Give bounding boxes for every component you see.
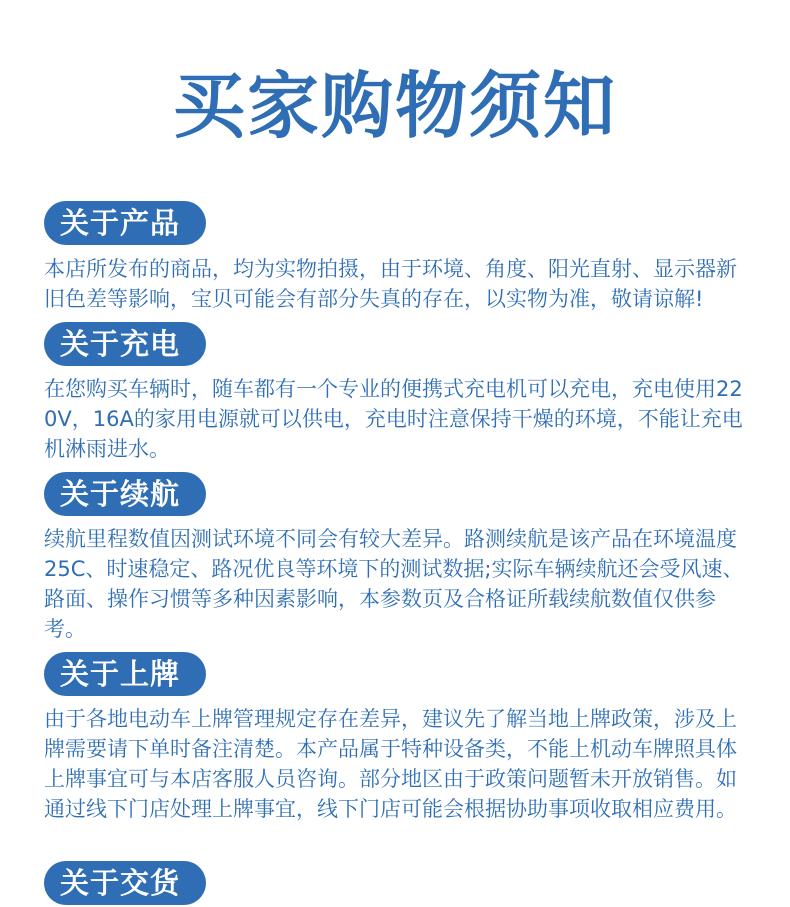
page-title: 买家购物须知 — [172, 64, 617, 148]
section-heading-registration: 关于上牌 — [44, 652, 206, 696]
section-text-product: 本店所发布的商品，均为实物拍摄，由于环境、角度、阳光直射、显示器新旧色差等影响，宝贝可能会有部分失真的存在，以实物为准，敬请谅解! — [44, 257, 737, 311]
section-text-charging: 在您购买车辆时，随车都有一个专业的便携式充电机可以充电，充电使用220V，16A的家用电源就可以供电，充电时注意保持干燥的环境，不能让充电机淋雨进水。 — [44, 377, 743, 461]
section-heading-charging: 关于充电 — [44, 322, 206, 366]
section-text-registration: 由于各地电动车上牌管理规定存在差异，建议先了解当地上牌政策，涉及上牌需要请下单时备注清楚。本产品属于特种设备类，不能上机动车牌照具体上牌事宜可与本店客服人员咨询。部分地区由于政策问题暂未开放销售。如通过线下门店处理上牌事宜，线下门店可能会根据协助事项收取相应费用。 — [44, 707, 737, 821]
section-heading-product: 关于产品 — [44, 201, 206, 245]
section-text-range: 续航里程数值因测试环境不同会有较大差异。路测续航是该产品在环境温度25C、时速稳定、路况优良等环境下的测试数据;实际车辆续航还会受风速、路面、操作习惯等多种因素影响，本参数页及合格证所载续航数值仅供参考。 — [44, 527, 744, 641]
section-heading-range: 关于续航 — [44, 472, 206, 516]
section-heading-delivery: 关于交货 — [44, 861, 206, 905]
